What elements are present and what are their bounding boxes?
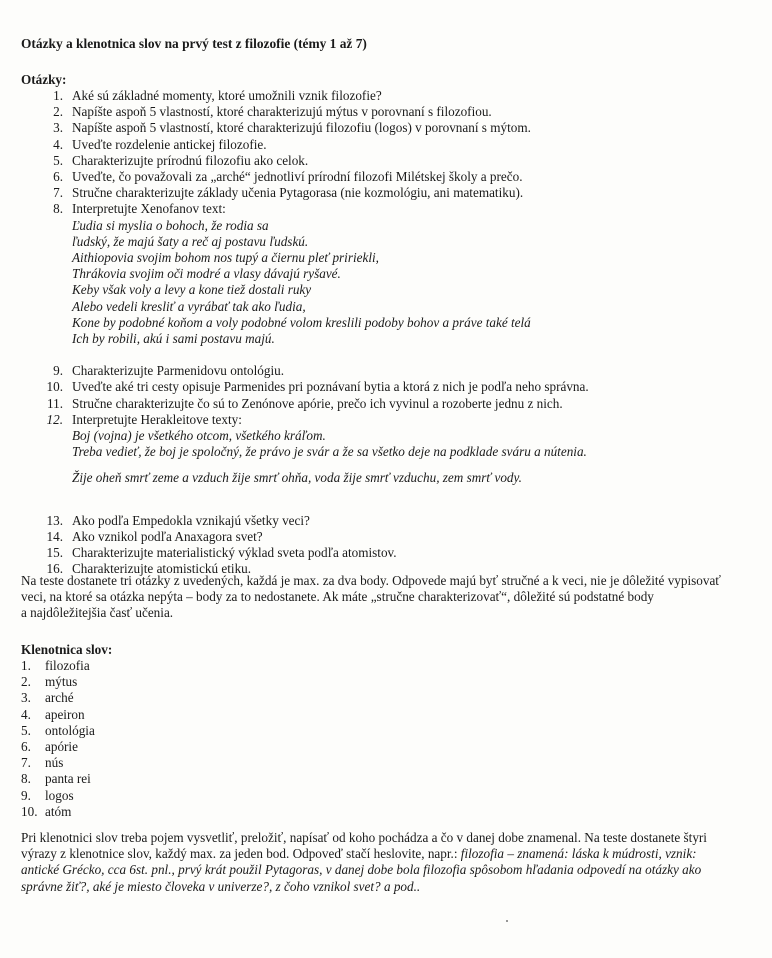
- question-number: 12.: [46, 411, 63, 427]
- term-text: nús: [45, 755, 64, 771]
- question-item: [30, 185, 770, 201]
- term-item: [21, 707, 95, 723]
- terms-list: [21, 658, 95, 820]
- questions-heading: Otázky:: [21, 72, 67, 87]
- question-item: [30, 201, 770, 217]
- test-info-line: Na teste dostanete tri otázky z uvedených, každá je max. za dva body. Odpovede majú byť stručné a k veci, nie je dôležité vypisovať: [21, 573, 721, 588]
- question-number: 13.: [46, 512, 63, 528]
- term-text: arché: [45, 690, 74, 706]
- verse-line: Kone by podobné koňom a voly podobné volom kreslili podoby bohov a práve také telá: [72, 314, 531, 330]
- verse-line: Keby však voly a levy a kone tiež dostali ruky: [72, 282, 312, 298]
- term-item: [21, 674, 95, 690]
- term-text: panta rei: [45, 771, 91, 787]
- question-number: 10.: [46, 379, 63, 395]
- question-number: 16.: [46, 561, 63, 577]
- term-item: [21, 739, 95, 755]
- term-item: [21, 690, 95, 706]
- verse-line: Ich by robili, akú i sami postavu majú.: [72, 331, 275, 347]
- terms-info-line: [21, 846, 761, 862]
- verse-line: Boj (vojna) je všetkého otcom, všetkého kráľom.: [72, 428, 326, 444]
- question-item: [30, 137, 770, 153]
- question-number: 7.: [53, 185, 63, 201]
- term-number: 6.: [21, 739, 31, 755]
- term-text: logos: [45, 787, 74, 803]
- term-number: 5.: [21, 722, 31, 738]
- question-text: Ako podľa Empedokla vznikajú všetky veci?: [72, 512, 310, 528]
- term-number: 4.: [21, 706, 31, 722]
- test-info-line: a najdôležitejšia časť učenia.: [21, 605, 174, 621]
- term-item: [21, 658, 95, 674]
- question-item: [30, 513, 770, 529]
- question-item: [30, 88, 770, 104]
- question-item: [30, 363, 770, 379]
- question-text: Uveďte rozdelenie antickej filozofie.: [72, 136, 267, 152]
- term-text: mýtus: [45, 674, 78, 690]
- question-number: 8.: [53, 201, 63, 217]
- terms-info-paragraph: [21, 830, 761, 895]
- question-text: Napíšte aspoň 5 vlastností, ktoré charakterizujú filozofiu (logos) v porovnaní s mýtom.: [72, 120, 531, 136]
- question-text: Uveďte, čo považovali za „arché“ jednotliví prírodní filozofi Milétskej školy a prečo.: [72, 169, 523, 185]
- question-text: Charakterizujte atomistickú etiku.: [72, 561, 252, 577]
- terms-heading: Klenotnica slov:: [21, 642, 113, 657]
- question-item: [30, 169, 770, 185]
- verse-line: Treba vedieť, že boj je spoločný, že právo je svár a že sa všetko deje na podklade sváru a nútenia.: [72, 444, 587, 460]
- terms-info-text: výrazy z klenotnice slov, každý max. za jeden bod. Odpoveď stačí heslovite, napr.:: [21, 846, 461, 862]
- question-item: [30, 153, 770, 169]
- herakleitos-verse: Žije oheň smrť zeme a vzduch žije smrť ohňa, voda žije smrť vzduchu, zem smrť vody.: [72, 470, 522, 486]
- questions-list: [30, 88, 770, 577]
- term-text: apeiron: [45, 706, 85, 722]
- term-item: [21, 755, 95, 771]
- term-item: [21, 771, 95, 787]
- term-number: 1.: [21, 658, 31, 673]
- term-text: apórie: [45, 739, 78, 755]
- question-number: 2.: [53, 104, 63, 120]
- question-text: Uveďte aké tri cesty opisuje Parmenides pri poznávaní bytia a ktorá z nich je podľa neho správna.: [72, 379, 589, 395]
- verse-line: Alebo vedeli kresliť a vyrábať tak ako ľudia,: [72, 298, 306, 314]
- question-item: [30, 120, 770, 136]
- terms-info-example: filozofia – znamená: láska k múdrosti, vznik:: [460, 846, 697, 862]
- question-number: 14.: [46, 528, 63, 544]
- question-text: Interpretujte Herakleitove texty:: [72, 411, 242, 427]
- question-number: 3.: [53, 120, 63, 136]
- verse-line: Aithiopovia svojim bohom nos tupý a čiernu pleť pririekli,: [72, 250, 379, 266]
- question-text: Charakterizujte prírodnú filozofiu ako celok.: [72, 152, 309, 168]
- question-text: Aké sú základné momenty, ktoré umožnili vznik filozofie?: [72, 88, 382, 103]
- term-item: [21, 723, 95, 739]
- question-number: 9.: [53, 363, 63, 379]
- terms-info-line: Pri klenotnici slov treba pojem vysvetliť, preložiť, napísať od koho pochádza a čo v danej dobe znamenal. Na teste dostanete štyri: [21, 830, 707, 845]
- scan-dot: [506, 920, 508, 922]
- question-text: Charakterizujte Parmenidovu ontológiu.: [72, 363, 285, 379]
- question-number: 6.: [53, 169, 63, 185]
- term-number: 10.: [21, 803, 38, 819]
- test-info-paragraph: [21, 573, 761, 622]
- question-number: 5.: [53, 152, 63, 168]
- question-text: Stručne charakterizujte čo sú to Zenónove apórie, prečo ich vyvinul a rozoberte jednu z nich.: [72, 395, 563, 411]
- term-number: 8.: [21, 771, 31, 787]
- xenofanes-text: [30, 218, 770, 348]
- term-number: 3.: [21, 690, 31, 706]
- question-text: Stručne charakterizujte základy učenia Pytagorasa (nie kozmológiu, ani matematiku).: [72, 185, 524, 201]
- verse-line: Ľudia si myslia o bohoch, že rodia sa: [72, 217, 269, 233]
- term-item: [21, 788, 95, 804]
- term-number: 9.: [21, 787, 31, 803]
- document-title: Otázky a klenotnica slov na prvý test z filozofie (témy 1 až 7): [21, 36, 367, 51]
- terms-info-line: správne žiť?, aké je miesto človeka v univerze?, z čoho vznikol svet? a pod..: [21, 878, 421, 894]
- term-text: ontológia: [45, 722, 95, 738]
- term-text: filozofia: [45, 658, 90, 673]
- term-number: 2.: [21, 674, 31, 690]
- question-number: 4.: [53, 136, 63, 152]
- question-item: [30, 545, 770, 561]
- herakleitos-text: [30, 428, 770, 460]
- terms-info-line: antické Grécko, cca 6st. pnl., prvý krát použil Pytagoras, v danej dobe bola filozofia spôsobom hľadania odpovedí na otázky ako: [21, 862, 702, 878]
- question-text: Napíšte aspoň 5 vlastností, ktoré charakterizujú mýtus v porovnaní s filozofiou.: [72, 104, 492, 120]
- question-text: Charakterizujte materialistický výklad sveta podľa atomistov.: [72, 545, 397, 561]
- question-item: [30, 396, 770, 412]
- question-text: Ako vznikol podľa Anaxagora svet?: [72, 528, 263, 544]
- term-text: atóm: [45, 803, 72, 819]
- question-number: 1.: [53, 88, 63, 103]
- question-item: [30, 104, 770, 120]
- test-info-line: veci, na ktoré sa otázka nepýta – body za to nedostanete. Ak máte „stručne charakterizovať“, dôležité sú podstatné body: [21, 589, 654, 605]
- question-number: 11.: [47, 395, 63, 411]
- question-item: [30, 379, 770, 395]
- verse-line: Thrákovia svojim oči modré a vlasy dávajú ryšavé.: [72, 266, 341, 282]
- term-item: [21, 804, 95, 820]
- question-item: [30, 529, 770, 545]
- verse-line: ľudský, že majú šaty a reč aj postavu ľudskú.: [72, 233, 309, 249]
- question-text: Interpretujte Xenofanov text:: [72, 201, 226, 217]
- question-item: [30, 412, 770, 428]
- term-number: 7.: [21, 755, 31, 771]
- question-number: 15.: [46, 545, 63, 561]
